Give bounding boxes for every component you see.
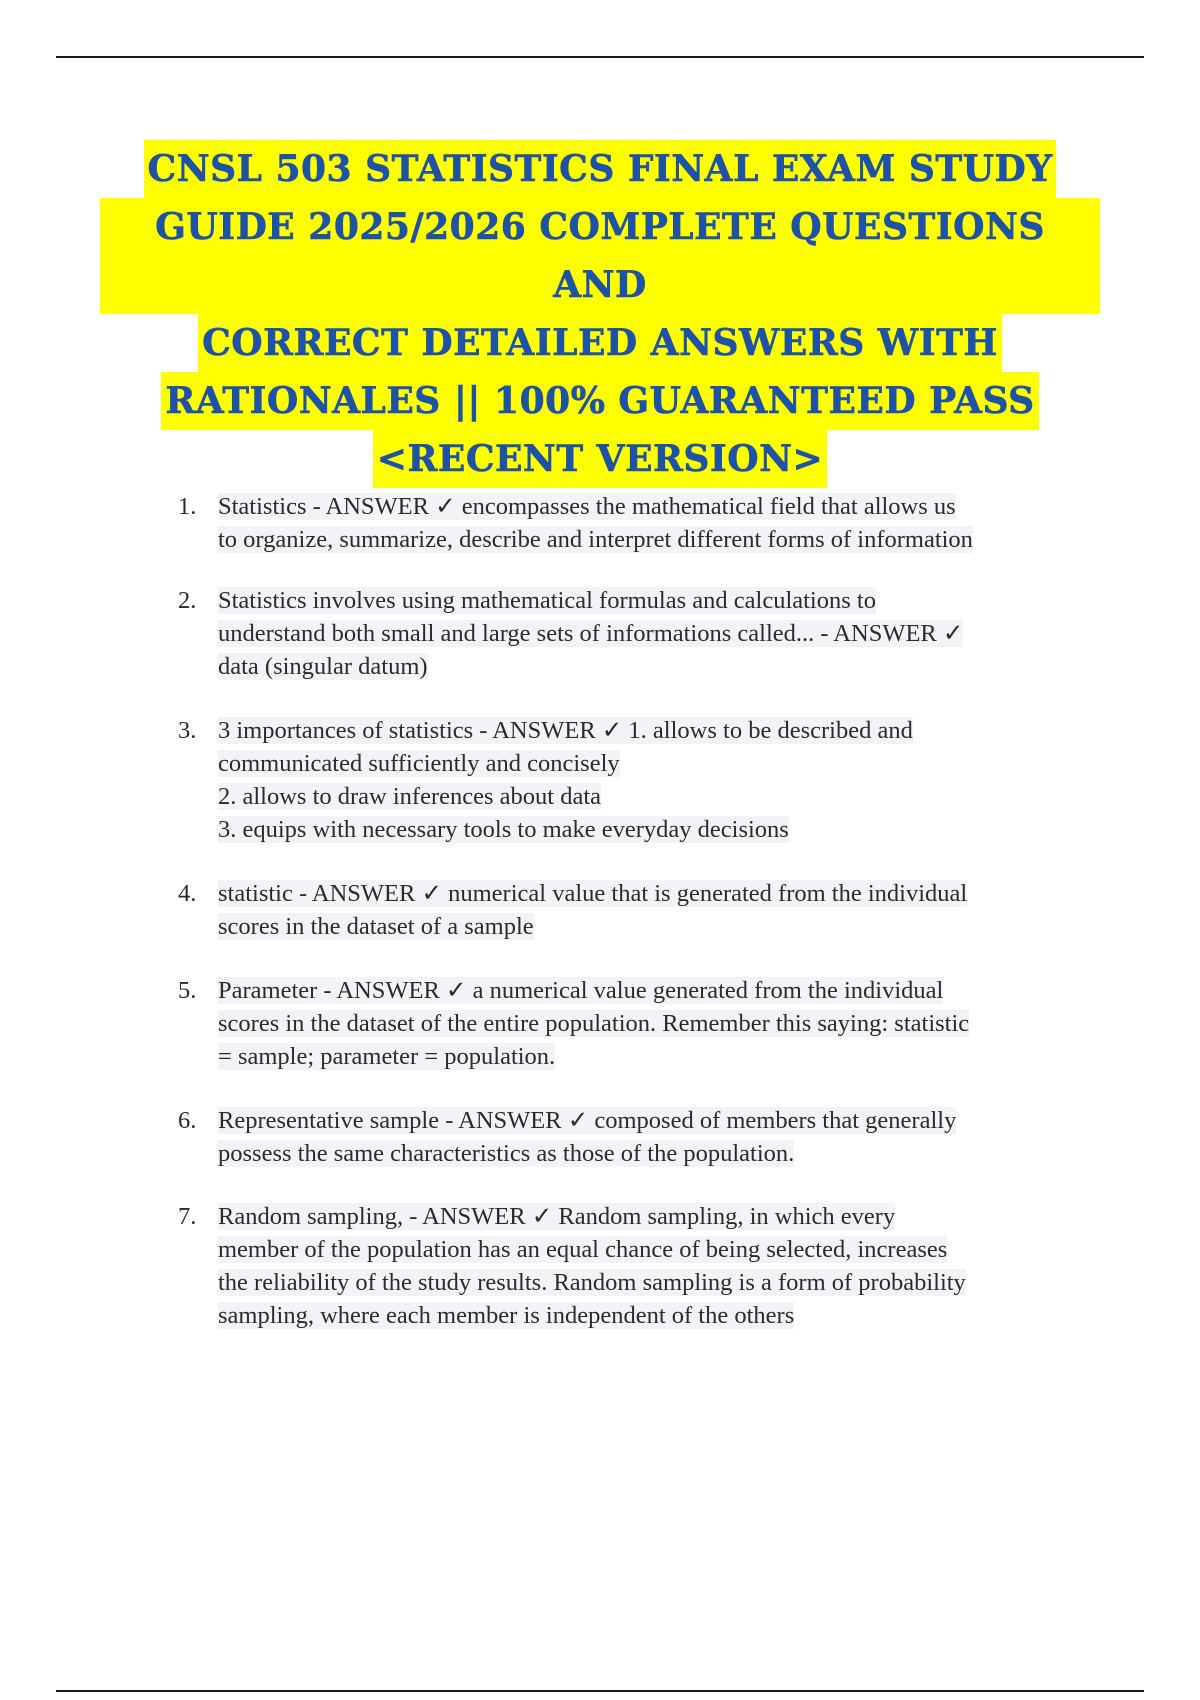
item-number: 1.: [178, 493, 197, 520]
list-item: [178, 490, 1098, 556]
title-line: CNSL 503 STATISTICS FINAL EXAM STUDY: [144, 140, 1057, 198]
bottom-rule: [56, 1690, 1144, 1692]
list-item: [178, 1104, 1098, 1170]
item-text: Parameter - ANSWER ✓ a numerical value generated from the individual scores in the dataset of the entire population. Remember this saying: statistic = sample; parameter = population.: [218, 977, 970, 1070]
item-number: 5.: [178, 977, 197, 1004]
item-text: Statistics involves using mathematical formulas and calculations to understand both small and large sets of informations called... - ANSWER ✓ data (singular datum): [218, 587, 964, 680]
title-line: CORRECT DETAILED ANSWERS WITH: [198, 314, 1002, 372]
top-rule: [56, 56, 1144, 58]
list-item: [178, 714, 1098, 846]
item-text: Representative sample - ANSWER ✓ composed of members that generally possess the same characteristics as those of the population.: [218, 1107, 957, 1167]
item-number: 6.: [178, 1107, 197, 1134]
document-title: [100, 140, 1100, 488]
item-number: 2.: [178, 587, 197, 614]
list-item: [178, 584, 1098, 683]
item-number: 4.: [178, 880, 197, 907]
item-text: statistic - ANSWER ✓ numerical value that is generated from the individual scores in the dataset of a sample: [218, 880, 968, 940]
item-number: 3.: [178, 717, 197, 744]
title-line: <RECENT VERSION>: [373, 430, 827, 488]
qa-list: [178, 490, 1098, 1332]
item-text: 3 importances of statistics - ANSWER ✓ 1. allows to be described and communicated sufficiently and concisely 2. allows to draw inferences about data 3. equips with necessary tools to make everyday decisions: [218, 717, 913, 843]
title-line: RATIONALES || 100% GUARANTEED PASS: [161, 372, 1038, 430]
list-item: [178, 877, 1098, 943]
item-number: 7.: [178, 1203, 197, 1230]
item-text: Statistics - ANSWER ✓ encompasses the mathematical field that allows us to organize, summarize, describe and interpret different forms of information: [218, 493, 973, 553]
list-item: [178, 974, 1098, 1073]
item-text: Random sampling, - ANSWER ✓ Random sampling, in which every member of the population has an equal chance of being selected, increases the reliability of the study results. Random sampling is a form of probability sampling, where each member is independent of the others: [218, 1203, 966, 1329]
list-item: [178, 1200, 1098, 1332]
title-line: GUIDE 2025/2026 COMPLETE QUESTIONS AND: [100, 198, 1100, 314]
